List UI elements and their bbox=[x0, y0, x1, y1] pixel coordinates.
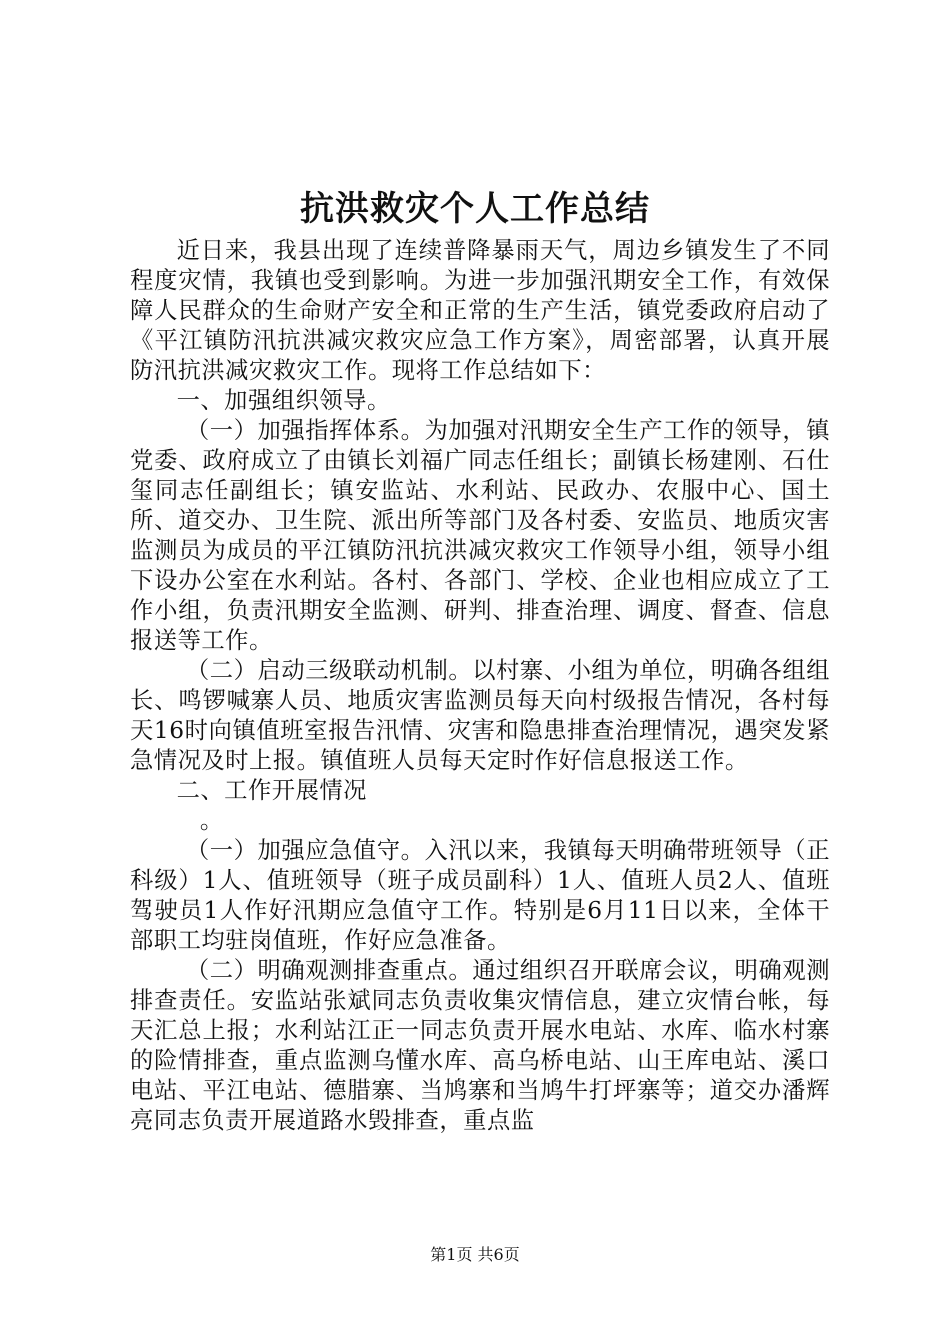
document-title: 抗洪救灾个人工作总结 bbox=[300, 189, 650, 229]
paragraph-linkage-mechanism: （二）启动三级联动机制。以村寨、小组为单位，明确各组组长、鸣锣喊寨人员、地质灾害监测员每天向村级报告情况，各村每天16时向镇值班室报告汛情、灾害和隐患排查治理情况，遇突发紧急情况及时上报。镇值班人员每天定时作好信息报送工作。 bbox=[130, 657, 830, 774]
document-body bbox=[130, 236, 830, 1136]
section-heading-2: 二、工作开展情况 bbox=[176, 777, 367, 804]
stray-punctuation: 。 bbox=[199, 807, 224, 834]
paragraph-inspection-focus: （二）明确观测排查重点。通过组织召开联席会议，明确观测排查责任。安监站张斌同志负责收集灾情信息，建立灾情台帐，每天汇总上报；水利站江正一同志负责开展水电站、水库、临水村寨的险情排查，重点监测乌懂水库、高乌桥电站、山王库电站、溪口电站、平江电站、德腊寨、当鸠寨和当鸠牛打坪寨等；道交办潘辉亮同志负责开展道路水毁排查，重点监 bbox=[130, 957, 830, 1134]
paragraph-command-system: （一）加强指挥体系。为加强对汛期安全生产工作的领导，镇党委、政府成立了由镇长刘福广同志任组长；副镇长杨建刚、石仕玺同志任副组长；镇安监站、水利站、民政办、农服中心、国土所、道交办、卫生院、派出所等部门及各村委、安监员、地质灾害监测员为成员的平江镇防汛抗洪减灾救灾工作领导小组，领导小组下设办公室在水利站。各村、各部门、学校、企业也相应成立了工作小组，负责汛期安全监测、研判、排查治理、调度、督查、信息报送等工作。 bbox=[130, 417, 830, 654]
paragraph-intro: 近日来，我县出现了连续普降暴雨天气，周边乡镇发生了不同程度灾情，我镇也受到影响。为进一步加强汛期安全工作，有效保障人民群众的生命财产安全和正常的生产生活，镇党委政府启动了《平江镇防汛抗洪减灾救灾应急工作方案》，周密部署，认真开展防汛抗洪减灾救灾工作。现将工作总结如下： bbox=[130, 237, 830, 384]
paragraph-emergency-duty: （一）加强应急值守。入汛以来，我镇每天明确带班领导（正科级）1人、值班领导（班子成员副科）1人、值班人员2人、值班驾驶员1人作好汛期应急值守工作。特别是6月11日以来，全体干部职工均驻岗值班，作好应急准备。 bbox=[130, 837, 830, 954]
section-heading-1: 一、加强组织领导。 bbox=[176, 387, 391, 414]
page-number-footer: 第1页 共6页 bbox=[430, 1245, 520, 1264]
